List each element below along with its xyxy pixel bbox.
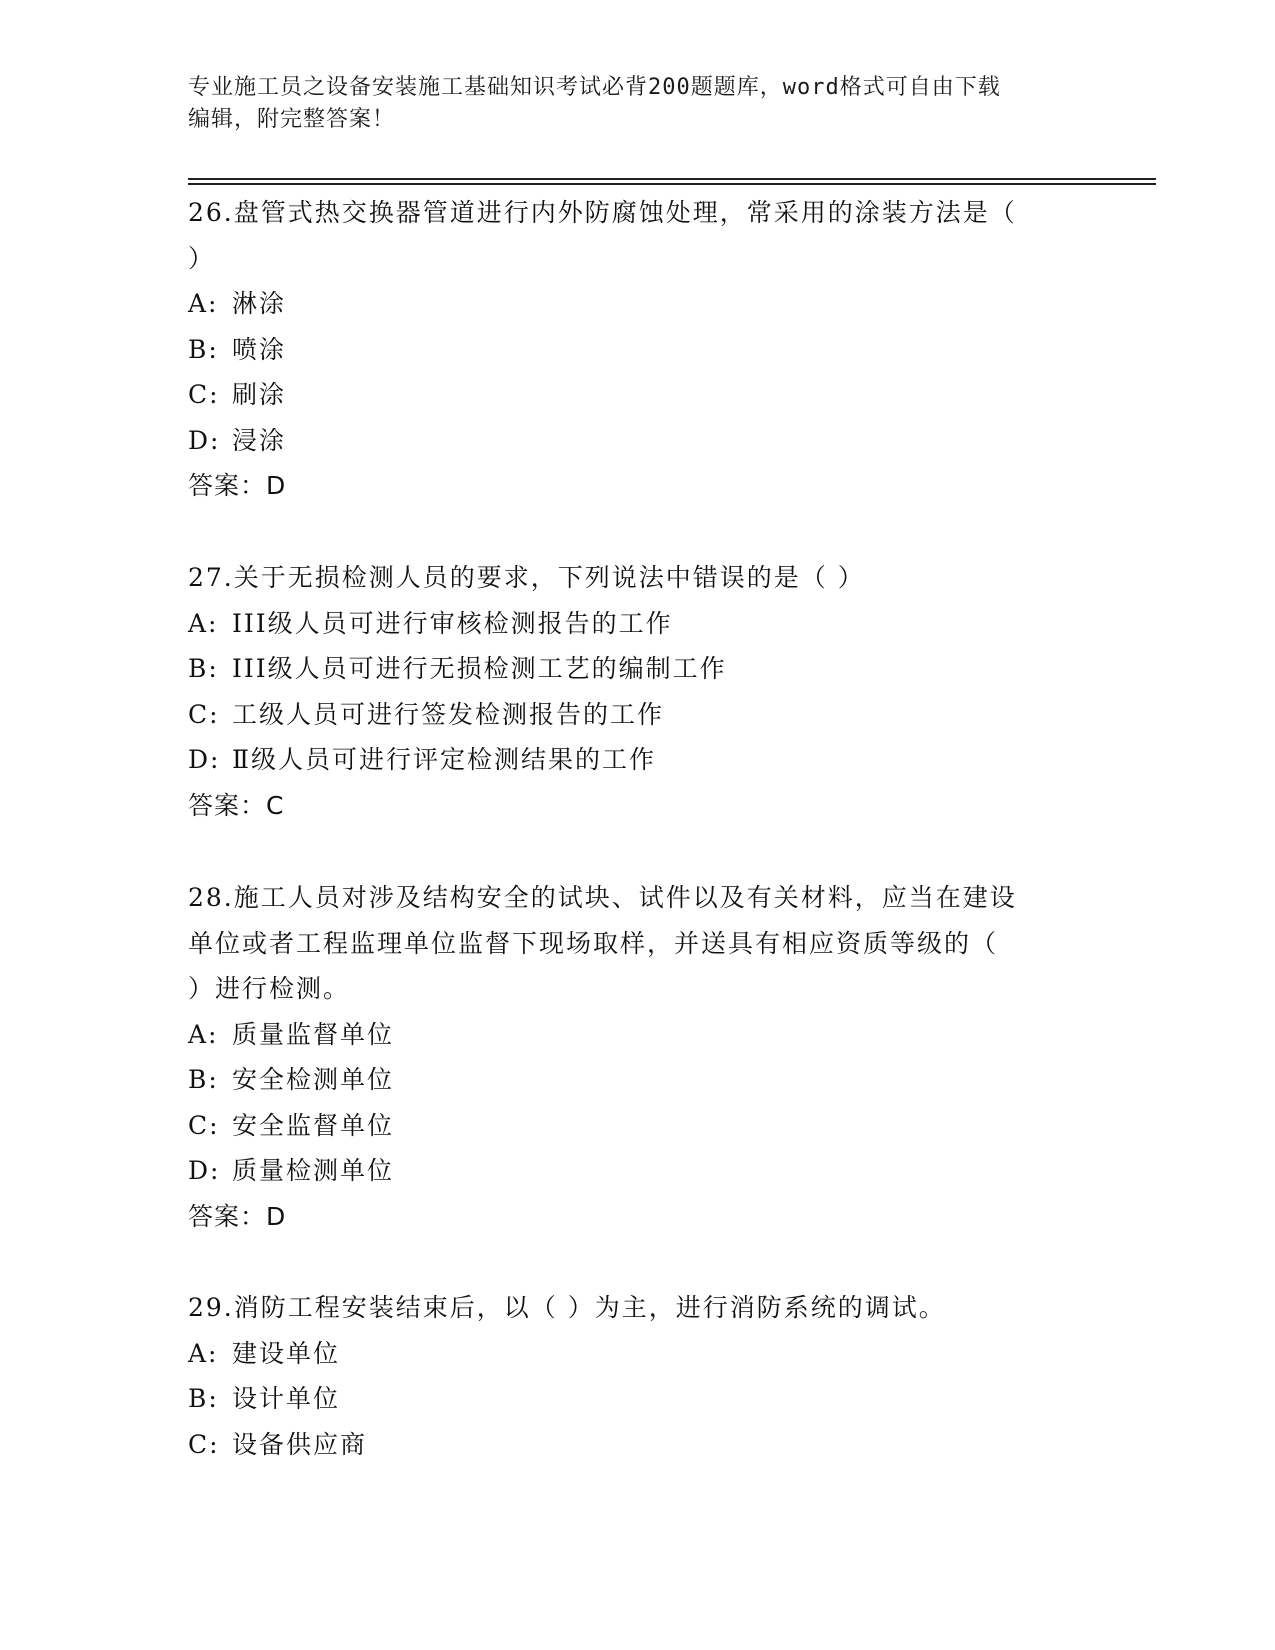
header-divider	[188, 178, 1156, 180]
option-text: 建设单位	[232, 1338, 341, 1368]
option-key: D:	[188, 425, 221, 455]
option-key: B:	[188, 334, 219, 364]
option-text: 设计单位	[232, 1384, 341, 1413]
option-b	[188, 646, 1088, 692]
option-text: 工级人员可进行签发检测报告的工作	[232, 699, 665, 729]
option-key: B:	[188, 1065, 219, 1094]
question-stem: 27.关于无损检测人员的要求，下列说法中错误的是（ ）	[188, 563, 865, 592]
header-title-line: 编辑，附完整答案！	[188, 107, 396, 132]
option-text: III级人员可进行审核检测报告的工作	[232, 608, 673, 638]
option-key: D:	[188, 1156, 221, 1185]
option-text: 刷涂	[232, 380, 287, 409]
option-key: C:	[188, 1429, 220, 1459]
question-stem: ）	[188, 243, 216, 273]
option-c	[188, 1422, 1088, 1468]
option-text: 质量监督单位	[232, 1019, 395, 1049]
option-text: 喷涂	[232, 334, 287, 364]
question-26	[188, 190, 1088, 509]
question-stem: 26.盘管式热交换器管道进行内外防腐蚀处理，常采用的涂装方法是（	[188, 198, 1017, 227]
header-title-line: 专业施工员之设备安装施工基础知识考试必背200题题库，word格式可自由下载	[188, 75, 1001, 100]
option-b	[188, 1057, 1088, 1103]
question-stem: ）进行检测。	[188, 974, 351, 1003]
question-stem: 28.施工人员对涉及结构安全的试块、试件以及有关材料，应当在建设	[188, 883, 1017, 912]
option-key: A:	[188, 1019, 219, 1049]
option-key: C:	[188, 699, 220, 729]
option-a	[188, 601, 1088, 647]
option-c	[188, 372, 1088, 418]
option-key: C:	[188, 380, 220, 409]
answer-line: 答案：C	[188, 790, 285, 820]
option-text: 设备供应商	[232, 1429, 368, 1459]
option-d	[188, 418, 1088, 464]
option-key: B:	[188, 654, 219, 683]
option-key: A:	[188, 289, 219, 318]
question-27	[188, 555, 1088, 828]
option-key: A:	[188, 1338, 219, 1368]
option-text: 淋涂	[232, 289, 287, 318]
option-c	[188, 692, 1088, 738]
option-text: III级人员可进行无损检测工艺的编制工作	[232, 654, 727, 683]
question-stem: 单位或者工程监理单位监督下现场取样，并送具有相应资质等级的（	[188, 928, 999, 958]
option-a	[188, 281, 1088, 327]
option-d	[188, 1148, 1088, 1194]
question-stem: 29.消防工程安装结束后，以（ ）为主，进行消防系统的调试。	[188, 1293, 946, 1322]
option-text: 质量检测单位	[232, 1156, 395, 1185]
option-key: B:	[188, 1384, 219, 1413]
option-key: A:	[188, 608, 219, 638]
option-text: 浸涂	[232, 425, 287, 455]
header-divider	[188, 183, 1156, 185]
answer-line: 答案：D	[188, 471, 287, 500]
option-text: Ⅱ级人员可进行评定检测结果的工作	[232, 745, 656, 774]
option-a	[188, 1012, 1088, 1058]
option-d	[188, 737, 1088, 783]
option-b	[188, 1376, 1088, 1422]
question-29	[188, 1285, 1088, 1467]
option-text: 安全监督单位	[232, 1110, 395, 1140]
answer-line: 答案：D	[188, 1201, 287, 1231]
question-28	[188, 875, 1088, 1239]
option-text: 安全检测单位	[232, 1065, 395, 1094]
option-key: D:	[188, 745, 221, 774]
option-b	[188, 327, 1088, 373]
option-a	[188, 1331, 1088, 1377]
option-key: C:	[188, 1110, 220, 1140]
option-c	[188, 1103, 1088, 1149]
document-header	[188, 72, 1088, 136]
